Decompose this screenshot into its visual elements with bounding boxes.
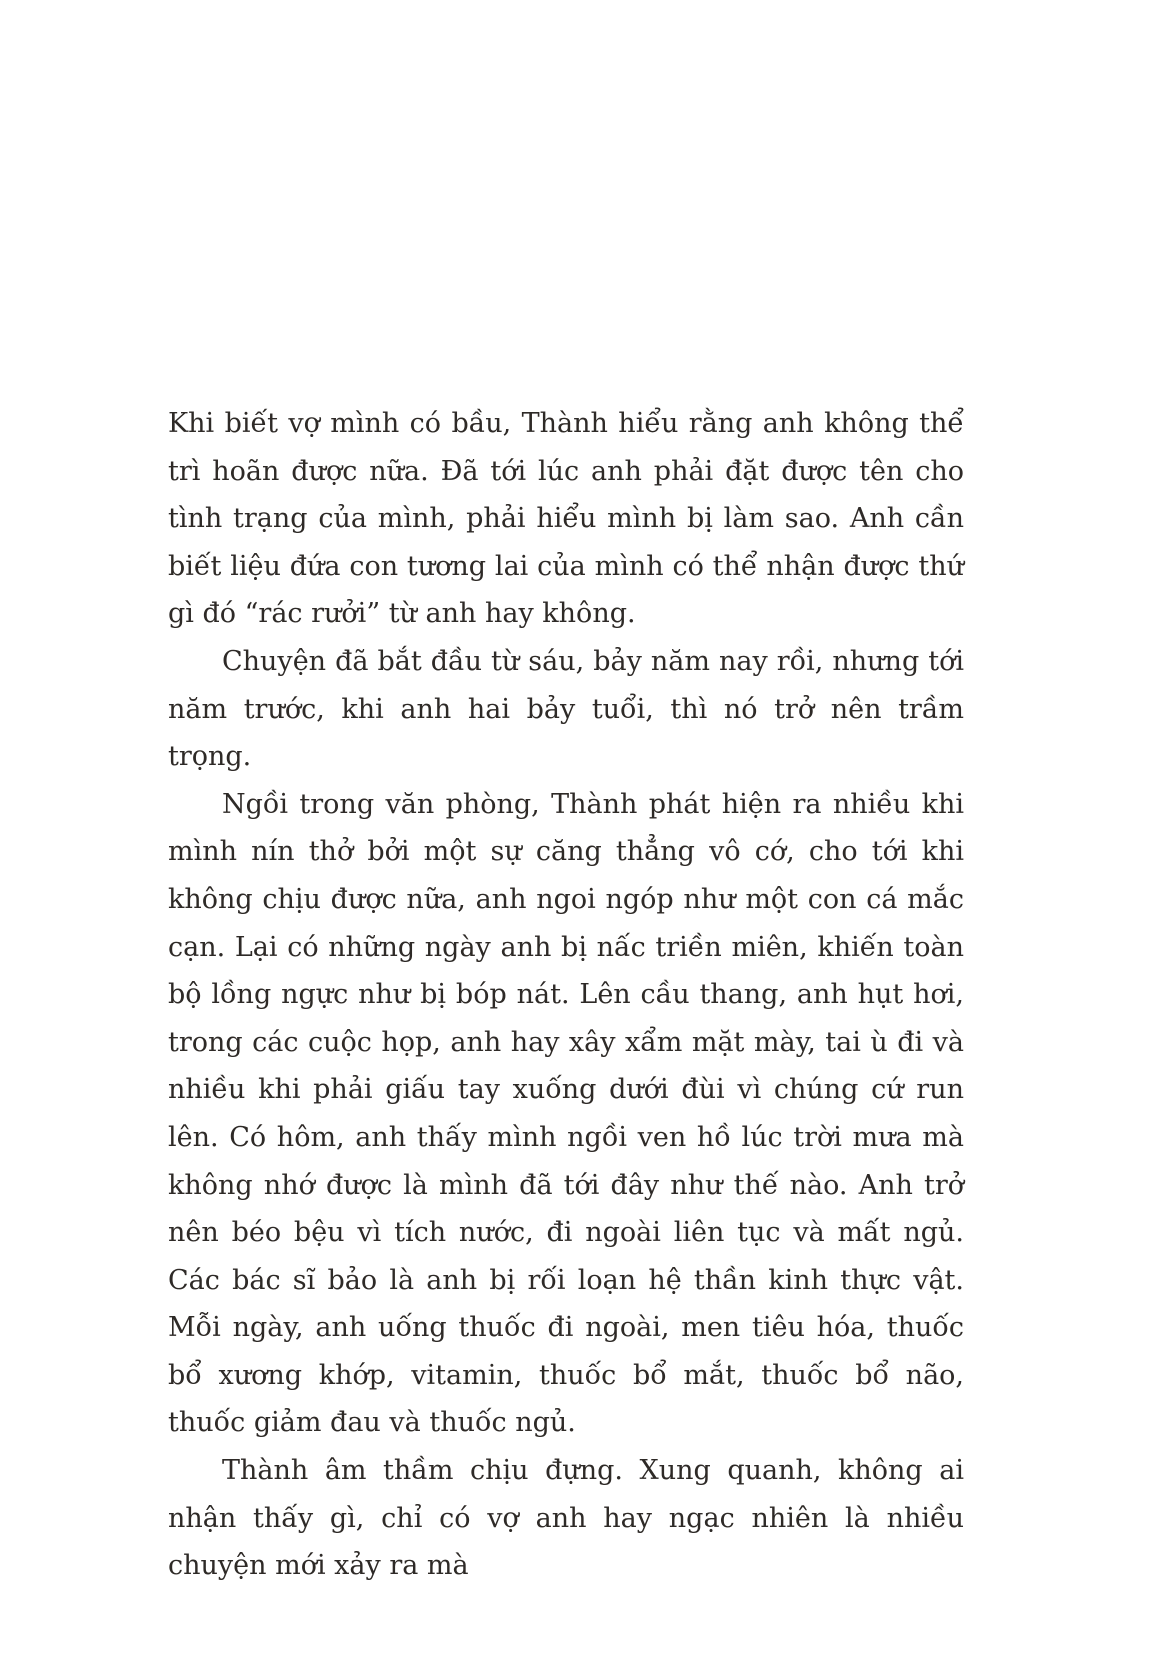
paragraph-1: Khi biết vợ mình có bầu, Thành hiểu rằng anh không thể trì hoãn được nữa. Đã tới lúc anh phải đặt được tên cho tình trạng của mình, phải hiểu mình bị làm sao. Anh cần biết liệu đứa con tương lai của mình có thể nhận được thứ gì đó “rác rưởi” từ anh hay không.: [168, 408, 964, 630]
paragraph-2: Chuyện đã bắt đầu từ sáu, bảy năm nay rồi, nhưng tới năm trước, khi anh hai bảy tuổi, thì nó trở nên trầm trọng.: [168, 645, 964, 773]
page-text: [168, 400, 964, 1590]
paragraph-3: Ngồi trong văn phòng, Thành phát hiện ra nhiều khi mình nín thở bởi một sự căng thẳng vô cớ, cho tới khi không chịu được nữa, anh ngoi ngóp như một con cá mắc cạn. Lại có những ngày anh bị nấc triền miên, khiến toàn bộ lồng ngực như bị bóp nát. Lên cầu thang, anh hụt hơi, trong các cuộc họp, anh hay xây xẩm mặt mày, tai ù đi và nhiều khi phải giấu tay xuống dưới đùi vì chúng cứ run lên. Có hôm, anh thấy mình ngồi ven hồ lúc trời mưa mà không nhớ được là mình đã tới đây như thế nào. Anh trở nên béo bệu vì tích nước, đi ngoài liên tục và mất ngủ. Các bác sĩ bảo là anh bị rối loạn hệ thần kinh thực vật. Mỗi ngày, anh uống thuốc đi ngoài, men tiêu hóa, thuốc bổ xương khớp, vitamin, thuốc bổ mắt, thuốc bổ não, thuốc giảm đau và thuốc ngủ.: [168, 788, 964, 1439]
paragraph-4: Thành âm thầm chịu đựng. Xung quanh, không ai nhận thấy gì, chỉ có vợ anh hay ngạc nhiên là nhiều chuyện mới xảy ra mà: [168, 1455, 964, 1582]
